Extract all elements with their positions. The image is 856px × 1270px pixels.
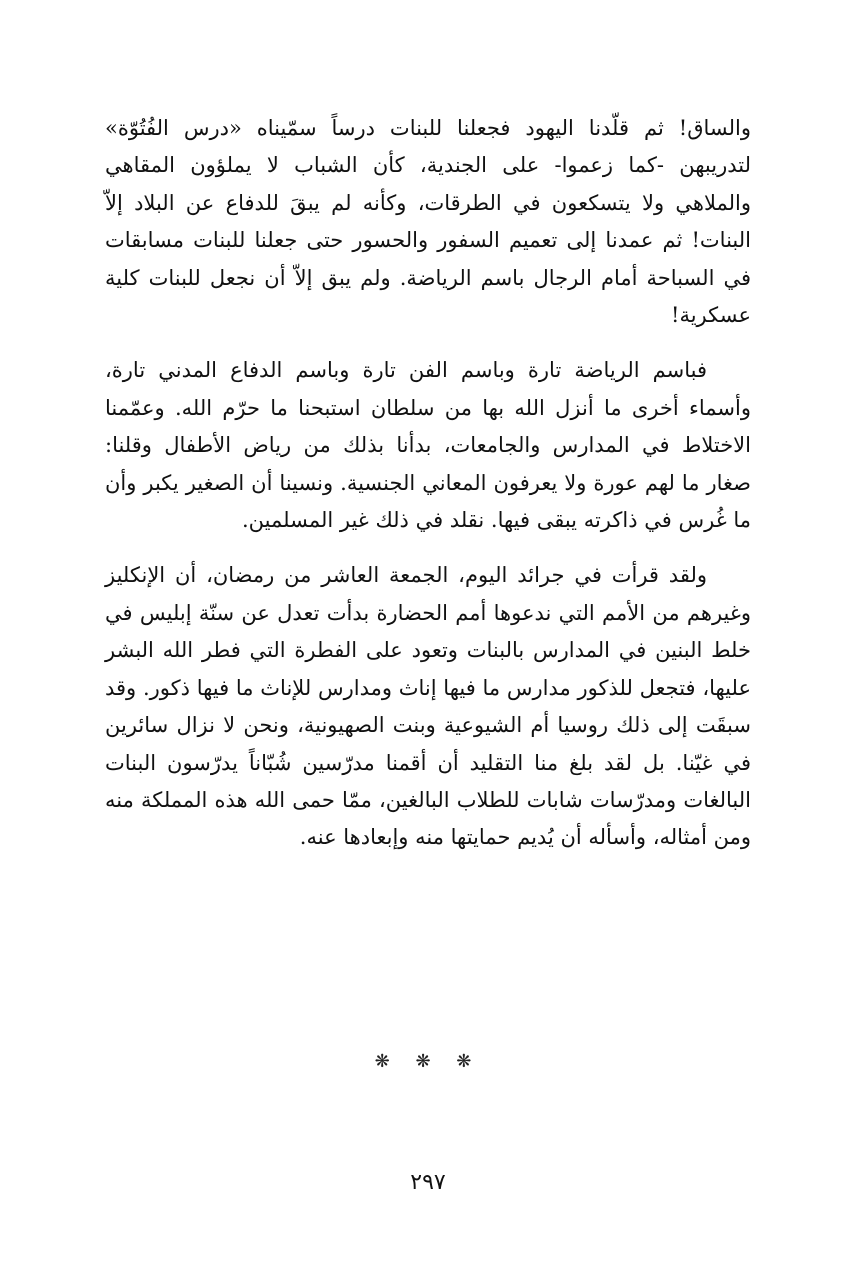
page-number: ٢٩٧ xyxy=(410,1170,446,1195)
paragraph-1: والساق! ثم قلّدنا اليهود فجعلنا للبنات درساً سمّيناه «درس الفُتُوّة» لتدريبهن -كما زعموا- على الجندية، كأن الشباب لا يملؤون المقاهي والملاهي ولا يتسكعون في الطرقات، وكأنه لم يبقَ للدفاع عن البلاد إلاّ البنات! ثم عمدنا إلى تعميم السفور والحسور حتى جعلنا للبنات مسابقات في السباحة أمام الرجال باسم الرياضة. ولم يبق إلاّ أن نجعل للبنات كلية عسكرية! xyxy=(105,116,751,328)
body-text xyxy=(105,110,751,875)
section-separator: ❋ ❋ ❋ xyxy=(374,1051,482,1072)
paragraph-3: ولقد قرأت في جرائد اليوم، الجمعة العاشر من رمضان، أن الإنكليز وغيرهم من الأمم التي ندعوها أمم الحضارة بدأت تعدل عن سنّة إبليس في خلط البنين في المدارس بالبنات وتعود على الفطرة التي فطر الله البشر عليها، فتجعل للذكور مدارس ما فيها إناث ومدارس للإناث ما فيها ذكور. وقد سبقَت إلى ذلك روسيا أم الشيوعية وبنت الصهيونية، ونحن لا نزال سائرين في غيّنا. بل لقد بلغ منا التقليد أن أقمنا مدرّسين شُبّاناً يدرّسون البنات البالغات ومدرّسات شابات للطلاب البالغين، ممّا حمى الله هذه المملكة منه ومن أمثاله، وأسأله أن يُديم حمايتها منه وإبعادها عنه. xyxy=(105,563,751,850)
paragraph-2: فباسم الرياضة تارة وباسم الفن تارة وباسم الدفاع المدني تارة، وأسماء أخرى ما أنزل الله بها من سلطان استبحنا ما حرّم الله. وعمّمنا الاختلاط في المدارس والجامعات، بدأنا بذلك من رياض الأطفال وقلنا: صغار ما لهم عورة ولا يعرفون المعاني الجنسية. ونسينا أن الصغير يكبر وأن ما غُرس في ذاكرته يبقى فيها. نقلد في ذلك غير المسلمين. xyxy=(105,358,751,533)
